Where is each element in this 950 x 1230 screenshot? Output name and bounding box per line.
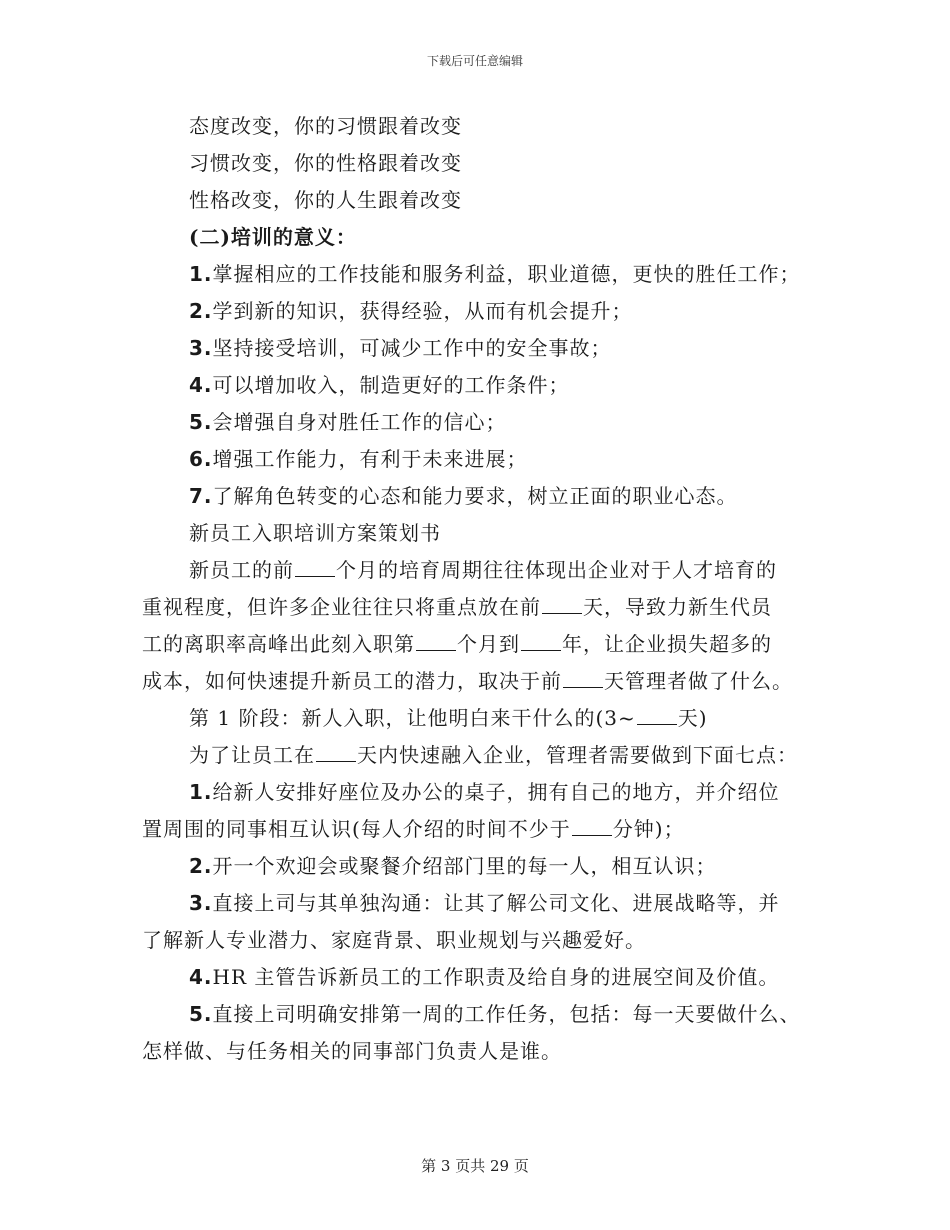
list-text: 开一个欢迎会或聚餐介绍部门里的每一人，相互认识；: [212, 854, 717, 878]
text-run: 置周围的同事相互认识(每人介绍的时间不少于: [142, 817, 571, 841]
fill-blank: [316, 743, 356, 762]
text-run: 成本，如何快速提升新员工的潜力，取决于前: [142, 669, 562, 693]
list-number: 6.: [189, 447, 213, 471]
list-item: [142, 885, 812, 922]
text-run: 年，让企业损失超多的: [562, 632, 772, 656]
list-item: [142, 330, 812, 367]
list-text: 可以增加收入，制造更好的工作条件；: [212, 373, 570, 397]
list-number: 3.: [189, 891, 213, 915]
list-number: 5.: [189, 1002, 213, 1026]
list-text: HR 主管告诉新员工的工作职责及给自身的进展空间及价值。: [212, 965, 780, 989]
list-text: 学到新的知识，获得经验，从而有机会提升；: [212, 299, 633, 323]
paragraph-line: [142, 663, 812, 700]
text-run: 天管理者做了什么。: [604, 669, 793, 693]
paragraph-line: [142, 552, 812, 589]
paragraph-line: [142, 589, 812, 626]
paragraph-line: [142, 737, 812, 774]
list-text: 增强工作能力，有利于未来进展；: [212, 447, 528, 471]
list-text: 给新人安排好座位及办公的桌子，拥有自己的地方，并介绍位: [212, 780, 780, 804]
list-number: 1.: [189, 780, 213, 804]
list-text: 掌握相应的工作技能和服务利益，职业道德，更快的胜任工作；: [212, 262, 801, 286]
text-run: 个月的培育周期往往体现出企业对于人才培育的: [336, 558, 777, 582]
fill-blank: [295, 558, 335, 577]
document-title: 新员工入职培训方案策划书: [189, 521, 441, 545]
list-number: 4.: [189, 373, 213, 397]
fill-blank: [637, 706, 677, 725]
section-heading: (二)培训的意义：: [189, 225, 357, 249]
list-item: [142, 367, 812, 404]
list-item: [142, 404, 812, 441]
list-item: [142, 959, 812, 996]
stage-heading: [142, 700, 812, 737]
list-text: 坚持接受培训，可减少工作中的安全事故；: [212, 336, 612, 360]
list-number: 1.: [189, 262, 213, 286]
document-body: [142, 108, 812, 1070]
text-run: 为了让员工在: [189, 743, 315, 767]
text-run: 天): [677, 706, 708, 730]
list-text: 了解角色转变的心态和能力要求，树立正面的职业心态。: [212, 484, 738, 508]
paragraph-line: 了解新人专业潜力、家庭背景、职业规划与兴趣爱好。: [142, 928, 646, 952]
text-run: 个月到: [457, 632, 520, 656]
paragraph-line: 态度改变，你的习惯跟着改变: [189, 114, 462, 138]
text-run: 重视程度，但许多企业往往只将重点放在前: [142, 595, 541, 619]
fill-blank: [521, 632, 561, 651]
text-run: 工的离职率高峰出此刻入职第: [142, 632, 415, 656]
fill-blank: [416, 632, 456, 651]
paragraph-line: [142, 626, 812, 663]
list-number: 3.: [189, 336, 213, 360]
list-number: 7.: [189, 484, 213, 508]
list-number: 5.: [189, 410, 213, 434]
list-item: [142, 478, 812, 515]
list-item: [142, 774, 812, 811]
list-text: 直接上司明确安排第一周的工作任务，包括：每一天要做什么、: [212, 1002, 801, 1026]
list-item: [142, 848, 812, 885]
fill-blank: [542, 595, 582, 614]
text-run: 分钟)；: [612, 817, 685, 841]
text-run: 天内快速融入企业，管理者需要做到下面七点：: [357, 743, 798, 767]
page-footer: 第 3 页共 29 页: [421, 1157, 529, 1175]
text-run: 天，导致力新生代员: [583, 595, 772, 619]
paragraph-line: 怎样做、与任务相关的同事部门负责人是谁。: [142, 1039, 562, 1063]
list-item: [142, 996, 812, 1033]
fill-blank: [563, 669, 603, 688]
list-text: 会增强自身对胜任工作的信心；: [212, 410, 507, 434]
list-item: [142, 441, 812, 478]
page-header: 下载后可任意编辑: [426, 54, 523, 68]
list-item: [142, 256, 812, 293]
list-number: 2.: [189, 299, 213, 323]
fill-blank: [572, 817, 612, 836]
paragraph-line: 习惯改变，你的性格跟着改变: [189, 151, 462, 175]
paragraph-line: 性格改变，你的人生跟着改变: [189, 188, 462, 212]
list-number: 2.: [189, 854, 213, 878]
list-number: 4.: [189, 965, 213, 989]
list-item: [142, 293, 812, 330]
text-run: 第 1 阶段：新人入职，让他明白来干什么的(3~: [189, 706, 636, 730]
paragraph-line: [142, 811, 812, 848]
list-text: 直接上司与其单独沟通：让其了解公司文化、进展战略等，并: [212, 891, 780, 915]
text-run: 新员工的前: [189, 558, 294, 582]
